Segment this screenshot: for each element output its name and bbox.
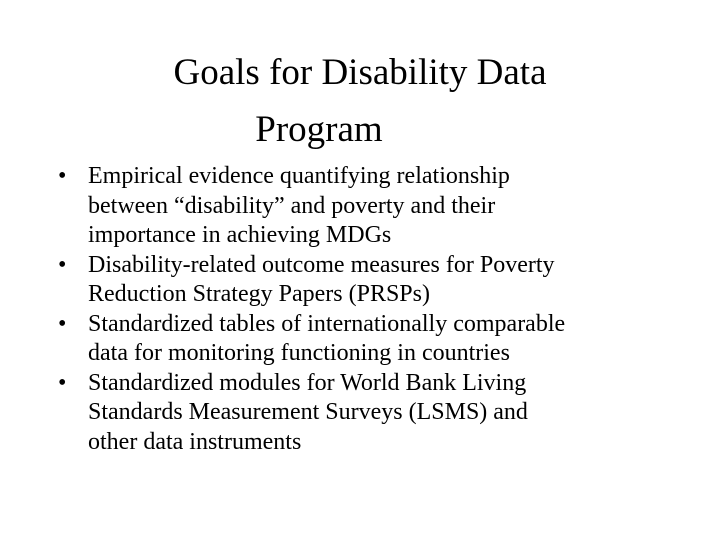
slide-title [0,44,720,158]
bullet-item-1 [58,162,698,251]
bullet-line: Empirical evidence quantifying relationship [88,163,510,189]
bullet-icon: • [58,310,67,337]
bullet-line: importance in achieving MDGs [88,222,392,248]
bullet-line: Standards Measurement Surveys (LSMS) and [88,399,528,425]
slide-title-line-1: Goals for Disability Data [173,52,547,93]
bullet-list [58,162,698,457]
bullet-line: data for monitoring functioning in countries [88,340,510,366]
bullet-text [88,310,698,369]
bullet-icon: • [58,369,67,396]
bullet-item-4 [58,369,698,458]
bullet-line: Standardized tables of internationally comparable [88,310,566,337]
bullet-line: Standardized modules for World Bank Living [88,369,527,396]
bullet-item-2 [58,251,698,310]
slide-title-line-2: Program [255,109,383,150]
bullet-icon: • [58,251,67,278]
bullet-line: Disability-related outcome measures for Poverty [88,251,555,278]
bullet-line: other data instruments [88,428,302,455]
bullet-line: between “disability” and poverty and their [88,192,496,219]
bullet-item-3 [58,310,698,369]
bullet-line: Reduction Strategy Papers (PRSPs) [88,281,430,307]
bullet-icon: • [58,163,67,189]
bullet-text [88,251,698,310]
bullet-text [88,369,698,458]
bullet-text [88,162,698,251]
